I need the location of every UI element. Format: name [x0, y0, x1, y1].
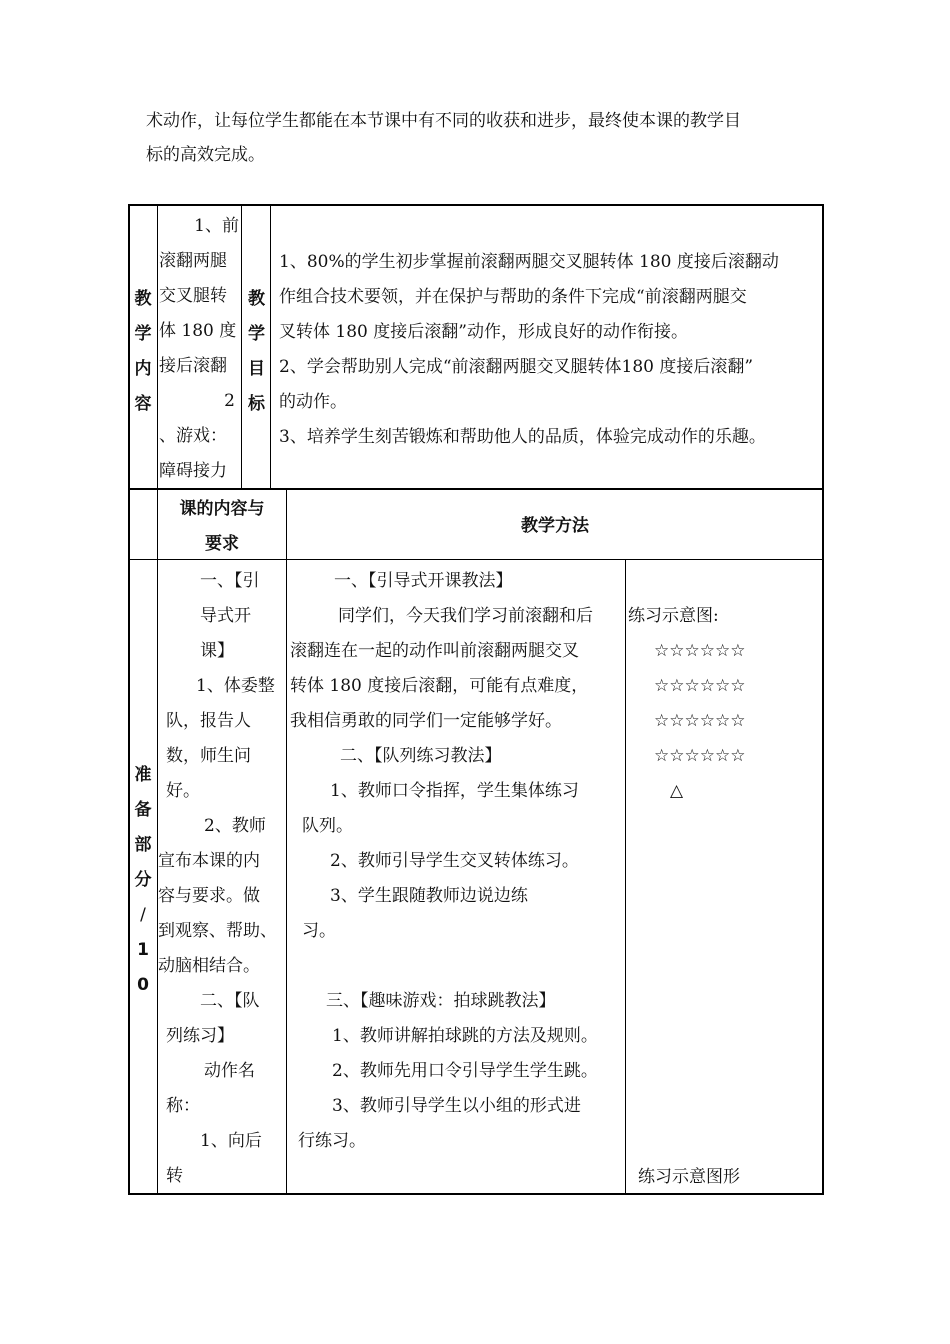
method-cell: 一、【引导式开课教法】 同学们，今天我们学习前滚翻和后 滚翻连在一起的动作叫前滚翻两腿交叉 转体 180 度接后滚翻，可能有点难度， 我相信勇敢的同学们一定能够学好。 二、【队列练习教法】 1、教师口令指挥，学生集体练习 队列。 2、教师引导学生交叉转体练习。 3、学生跟随教师边说边练 习。 三、【趣味游戏：拍球跳教法】 1、教师讲解拍球跳的方法及规则。 2、教师先用口令引导学生学生跳。 3、教师引导学生以小组的形式进 行练习。 — [290, 571, 598, 1151]
plan-divider-2 — [286, 489, 287, 1194]
star-row: ☆☆☆☆☆☆ — [654, 676, 746, 696]
intro-paragraph — [146, 104, 836, 172]
content-cell: 1、前 滚翻两腿 交叉腿转 体 180 度 接后滚翻 2 、游戏： 障碍接力 — [159, 216, 239, 481]
goals-divider-1 — [157, 205, 158, 489]
teacher-triangle: △ — [670, 781, 684, 801]
intro-line-2: 标的高效完成。 — [146, 145, 265, 165]
header-content-requirements: 课的内容与 要求 — [179, 499, 265, 554]
star-row: ☆☆☆☆☆☆ — [654, 711, 746, 731]
content-header: 教 学 内 容 — [134, 289, 152, 414]
star-row: ☆☆☆☆☆☆ — [654, 641, 746, 661]
plan-divider-3 — [625, 560, 626, 1194]
diagram-footer: 练习示意图形 — [638, 1167, 740, 1187]
header-teaching-method: 教学方法 — [521, 516, 589, 536]
requirements-cell: 一、【引 导式开 课】 1、体委整 队，报告人 数，师生问 好。 2、教师 宣布本课的内 容与要求。做 到观察、帮助、 动脑相结合。 二、【队 列练习】 动作名 称： 1、向后 转 — [158, 571, 277, 1186]
goals-header: 教 学 目 标 — [248, 289, 265, 414]
plan-divider-1 — [157, 489, 158, 1194]
formation-stars — [654, 634, 745, 809]
goals-divider-3 — [270, 205, 271, 489]
section-label: 准 备 部 分 / 1 0 — [134, 765, 152, 995]
intro-line-1: 术动作，让每位学生都能在本节课中有不同的收获和进步，最终使本课的教学目 — [146, 111, 741, 131]
star-row: ☆☆☆☆☆☆ — [654, 746, 746, 766]
diagram-title: 练习示意图: — [628, 606, 719, 626]
goals-cell: 1、80%的学生初步掌握前滚翻两腿交叉腿转体 180 度接后滚翻动 作组合技术要领，并在保护与帮助的条件下完成“前滚翻两腿交 叉转体 180 度接后滚翻”动作，形成良好的动作衔接。 2、学会帮助别人完成“前滚翻两腿交叉腿转体180 度接后滚翻” 的动作。 3、培养学生刻苦锻炼和帮助他人的品质，体验完成动作的乐趣。 — [279, 252, 779, 447]
goals-divider-2 — [241, 205, 242, 489]
